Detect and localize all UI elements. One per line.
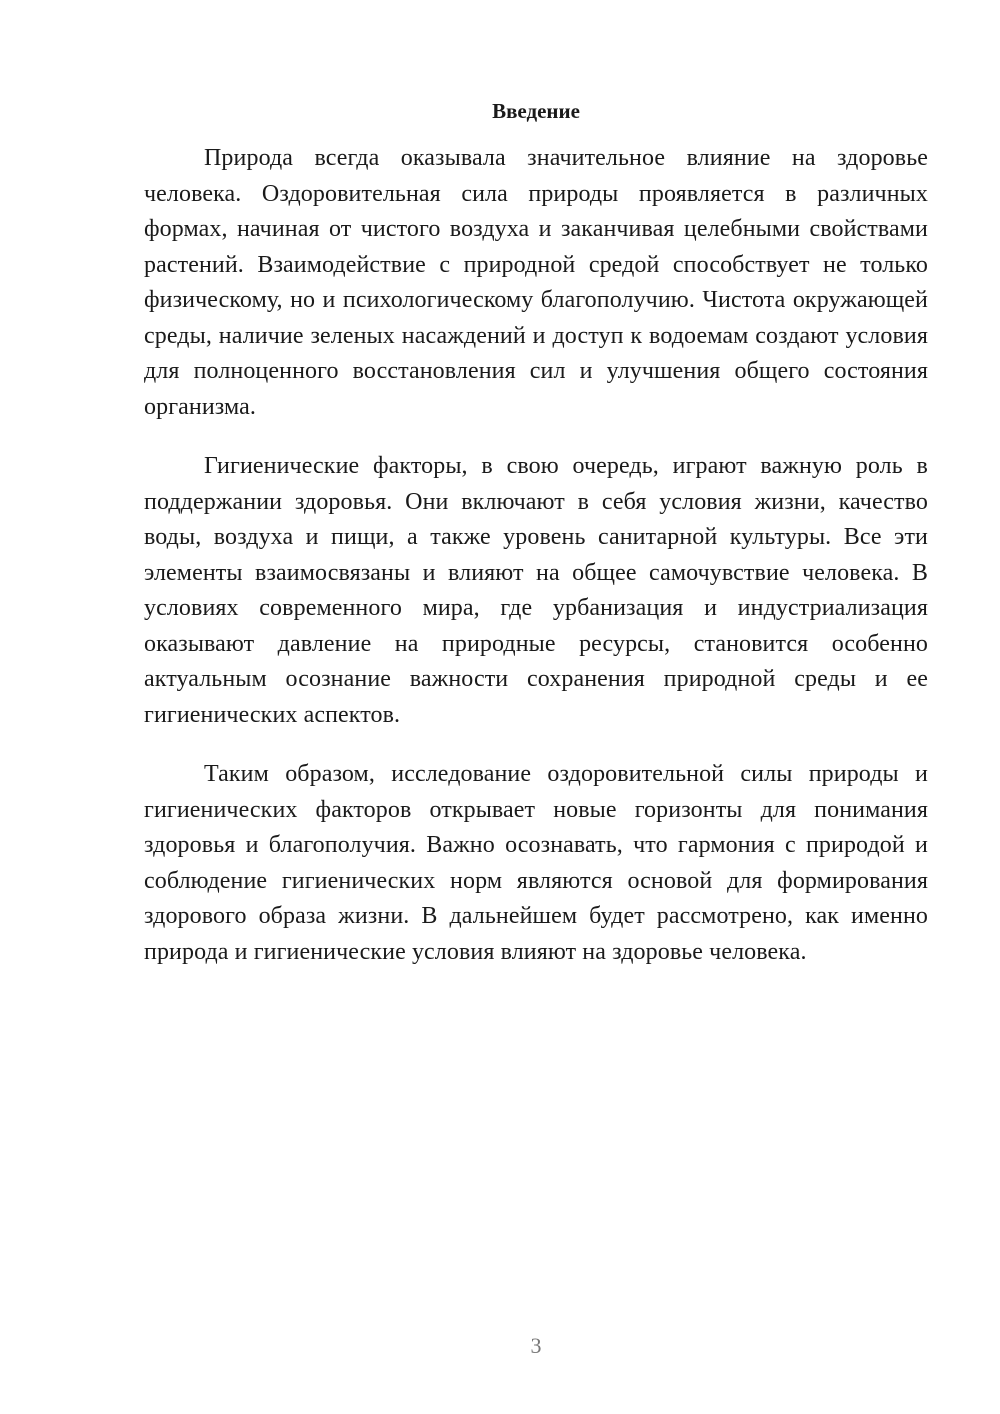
paragraph-2: Гигиенические факторы, в свою очередь, играют важную роль в поддержании здоровья. Они включают в себя условия жизни, качество воды, воздуха и пищи, а также уровень санитарной культуры. Все эти элементы взаимосвязаны и влияют на общее самочувствие человека. В условиях современного мира, где урбанизация и индустриализация оказывают давление на природные ресурсы, становится особенно актуальным осознание важности сохранения природной среды и ее гигиенических аспектов. (144, 453, 928, 728)
paragraph-1: Природа всегда оказывала значительное влияние на здоровье человека. Оздоровительная сила природы проявляется в различных формах, начиная от чистого воздуха и заканчивая целебными свойствами растений. Взаимодействие с природной средой способствует не только физическому, но и психологическому благополучию. Чистота окружающей среды, наличие зеленых насаждений и доступ к водоемам создают условия для полноценного восстановления сил и улучшения общего состояния организма. (144, 145, 928, 420)
paragraph-3: Таким образом, исследование оздоровительной силы природы и гигиенических факторов открывает новые горизонты для понимания здоровья и благополучия. Важно осознавать, что гармония с природой и соблюдение гигиенических норм являются основой для формирования здорового образа жизни. В дальнейшем будет рассмотрено, как именно природа и гигиенические условия влияют на здоровье человека. (144, 761, 928, 965)
page-number: 3 (530, 1333, 542, 1358)
page-title: Введение (492, 99, 580, 123)
body-text (144, 141, 928, 994)
